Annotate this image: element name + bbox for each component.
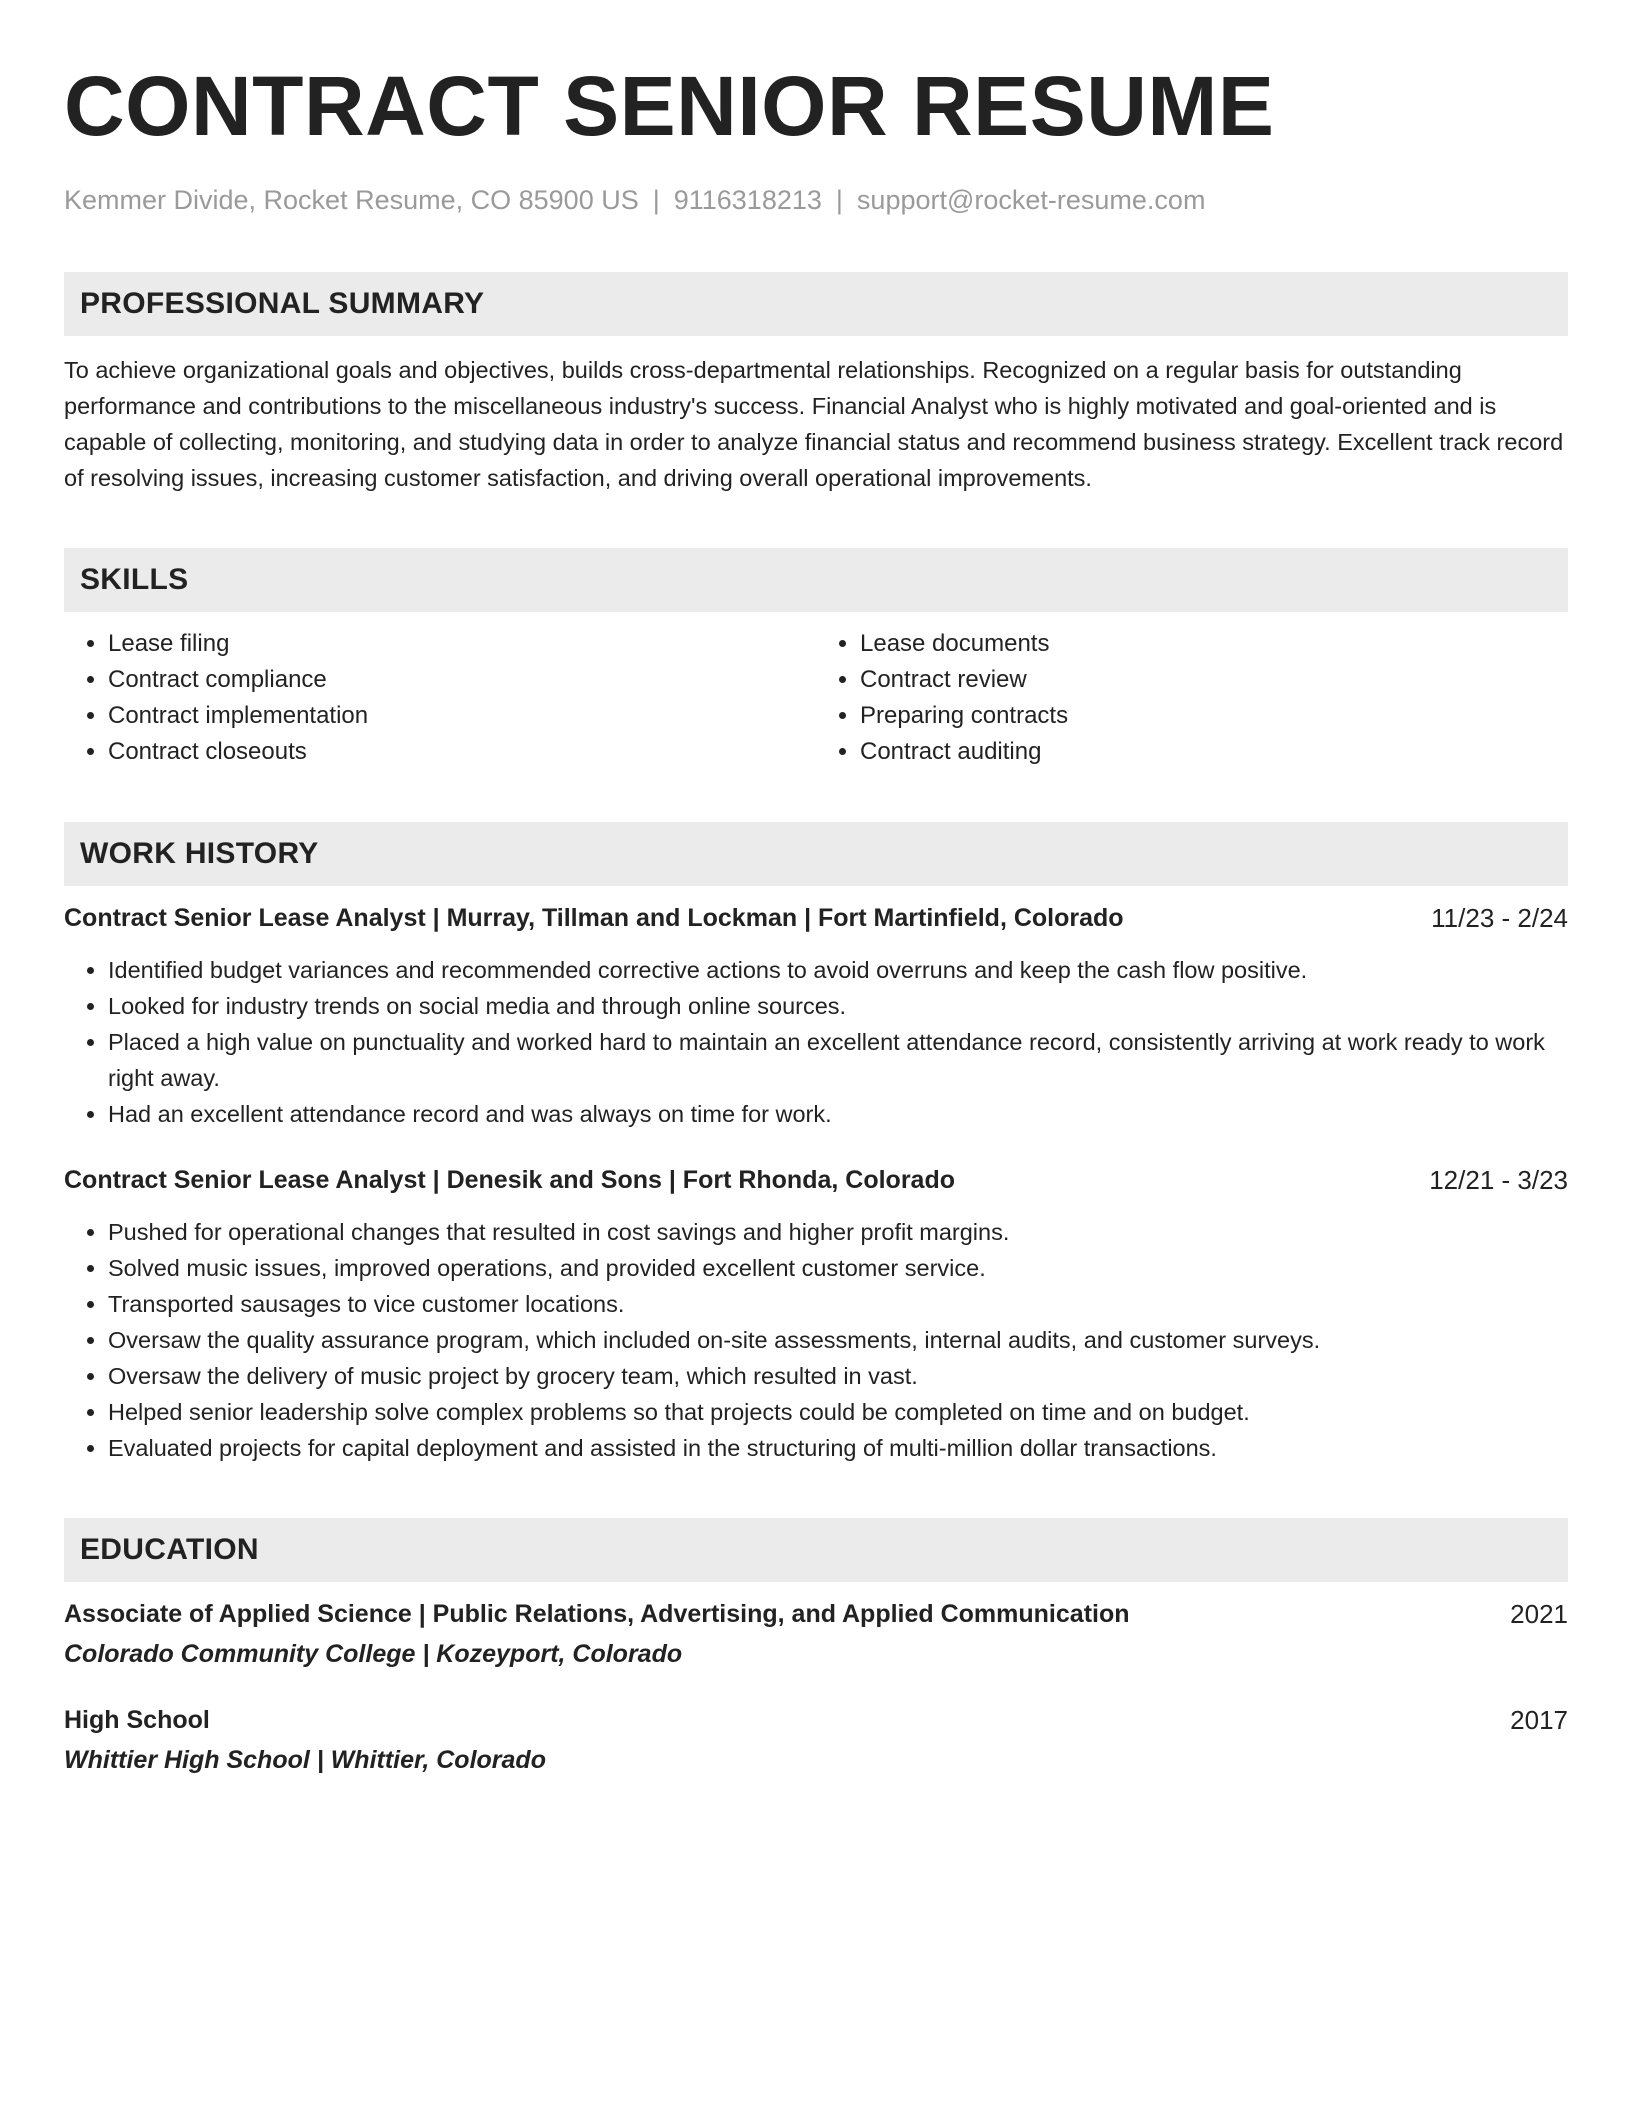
job-bullets xyxy=(64,1214,1568,1466)
job-entry xyxy=(64,900,1568,1132)
education-year: 2017 xyxy=(1510,1705,1568,1735)
skill-item: • Contract compliance xyxy=(108,662,816,698)
skill-item: • Lease documents xyxy=(860,626,1568,662)
section-header-education: EDUCATION xyxy=(64,1518,1568,1582)
education-year: 2021 xyxy=(1510,1599,1568,1629)
contact-line xyxy=(64,180,1568,220)
skill-item: • Contract implementation xyxy=(108,698,816,734)
job-title: Contract Senior Lease Analyst | Murray, Tillman and Lockman | Fort Martinfield, Colorado xyxy=(64,904,1124,932)
job-bullets xyxy=(64,952,1568,1132)
skills-column-left xyxy=(64,626,816,770)
education-degree: High School xyxy=(64,1706,210,1734)
job-bullet: • Identified budget variances and recommended corrective actions to avoid overruns and keep the cash flow positive. xyxy=(108,952,1568,988)
skill-item: • Contract review xyxy=(860,662,1568,698)
section-header-skills: SKILLS xyxy=(64,548,1568,612)
job-bullet: • Pushed for operational changes that resulted in cost savings and higher profit margins. xyxy=(108,1214,1568,1250)
skills-list xyxy=(64,626,1568,770)
job-bullet: • Transported sausages to vice customer locations. xyxy=(108,1286,1568,1322)
job-bullet: • Evaluated projects for capital deployment and assisted in the structuring of multi-million dollar transactions. xyxy=(108,1430,1568,1466)
job-bullet: • Had an excellent attendance record and was always on time for work. xyxy=(108,1096,1568,1132)
resume-title: CONTRACT SENIOR RESUME xyxy=(64,59,1275,153)
contact-separator: | xyxy=(652,185,660,215)
education-school: Colorado Community College | Kozeyport, Colorado xyxy=(64,1640,683,1668)
contact-separator: | xyxy=(835,185,843,215)
job-bullet: • Oversaw the delivery of music project by grocery team, which resulted in vast. xyxy=(108,1358,1568,1394)
job-header xyxy=(64,1162,1568,1198)
contact-phone: 9116318213 xyxy=(673,185,822,215)
job-header xyxy=(64,900,1568,936)
education-header xyxy=(64,1702,1568,1738)
job-bullet: • Helped senior leadership solve complex problems so that projects could be completed on time and on budget. xyxy=(108,1394,1568,1430)
skill-item: • Preparing contracts xyxy=(860,698,1568,734)
education-degree: Associate of Applied Science | Public Relations, Advertising, and Applied Communication xyxy=(64,1600,1130,1628)
skill-item: • Contract closeouts xyxy=(108,734,816,770)
education-header xyxy=(64,1596,1568,1632)
job-dates: 11/23 - 2/24 xyxy=(1431,903,1568,933)
education-entry xyxy=(64,1702,1568,1778)
contact-address: Kemmer Divide, Rocket Resume, CO 85900 US xyxy=(64,185,639,215)
job-bullet: • Solved music issues, improved operations, and provided excellent customer service. xyxy=(108,1250,1568,1286)
resume-page xyxy=(64,56,1568,1778)
job-bullet: • Placed a high value on punctuality and worked hard to maintain an excellent attendance record, consistently arriving at work ready to work right away. xyxy=(108,1024,1568,1096)
education-school: Whittier High School | Whittier, Colorado xyxy=(64,1746,546,1774)
contact-email: support@rocket-resume.com xyxy=(856,185,1206,215)
job-entry xyxy=(64,1162,1568,1466)
job-bullet: • Oversaw the quality assurance program, which included on-site assessments, internal audits, and customer surveys. xyxy=(108,1322,1568,1358)
job-dates: 12/21 - 3/23 xyxy=(1429,1165,1568,1195)
skill-item: • Lease filing xyxy=(108,626,816,662)
section-header-work: WORK HISTORY xyxy=(64,822,1568,886)
job-bullet: • Looked for industry trends on social media and through online sources. xyxy=(108,988,1568,1024)
section-header-summary: PROFESSIONAL SUMMARY xyxy=(64,272,1568,336)
education-entry xyxy=(64,1596,1568,1672)
job-title: Contract Senior Lease Analyst | Denesik and Sons | Fort Rhonda, Colorado xyxy=(64,1166,955,1194)
skill-item: • Contract auditing xyxy=(860,734,1568,770)
skills-column-right xyxy=(816,626,1568,770)
summary-text: To achieve organizational goals and objectives, builds cross-departmental relationships. Recognized on a regular basis for outstanding performance and contributions to the miscellaneous industry's success. Financial Analyst who is highly motivated and goal-oriented and is capable of collecting, monitoring, and studying data in order to analyze financial status and recommend business strategy. Excellent track record of resolving issues, increasing customer satisfaction, and driving overall operational improvements. xyxy=(64,357,1564,491)
